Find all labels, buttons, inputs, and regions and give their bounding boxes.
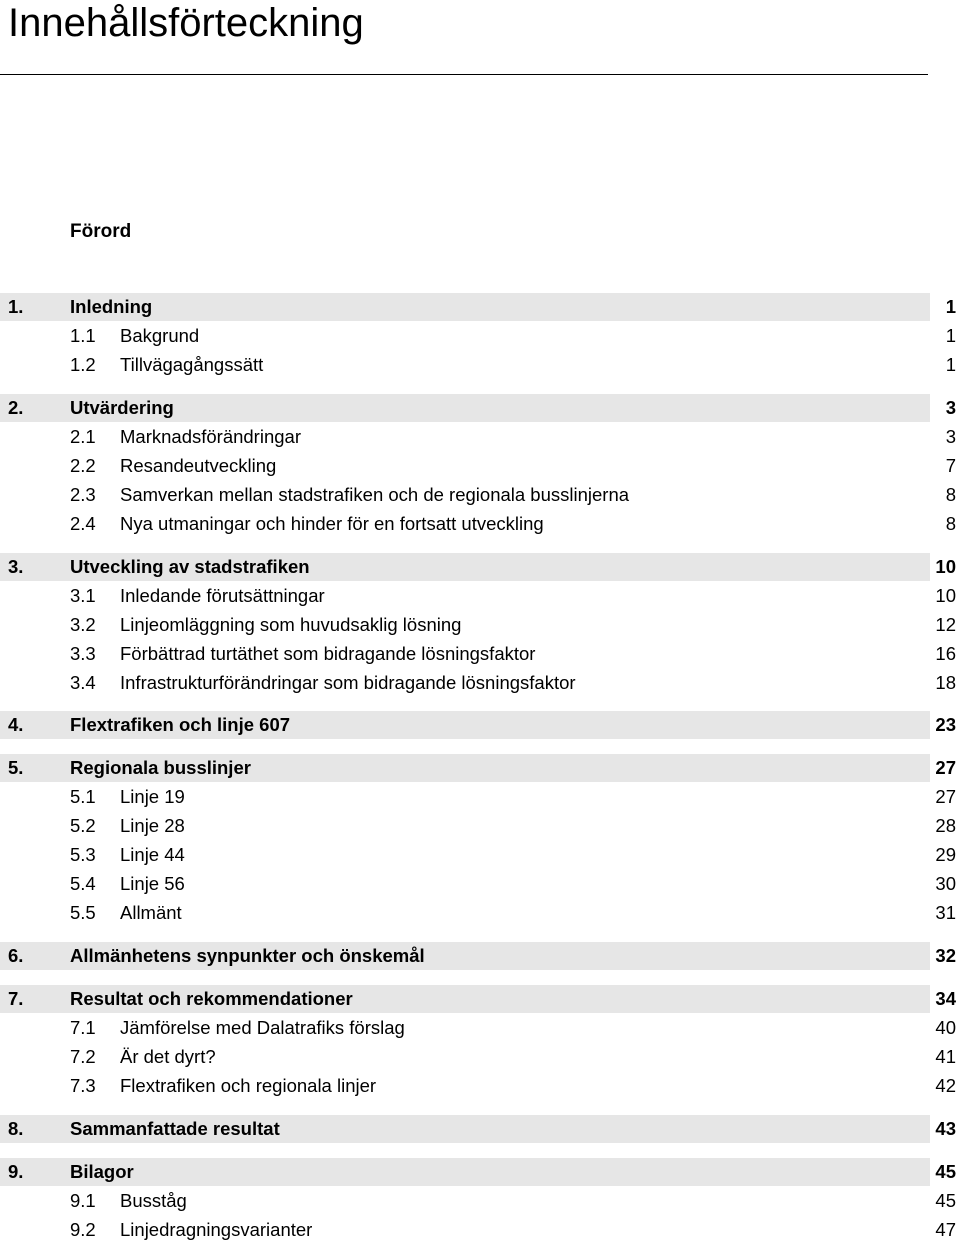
section-title: Linje 44 [120,844,185,865]
section-page-number: 8 [945,484,956,505]
section-title: Nya utmaningar och hinder för en fortsatt utveckling [120,513,544,534]
section-page-number: 3 [945,426,956,447]
section-title: Resandeutveckling [120,455,277,476]
chapter-title: Flextrafiken och linje 607 [70,714,291,735]
section-page-number: 40 [935,1017,956,1038]
chapter-title: Utveckling av stadstrafiken [70,556,310,577]
section-number: 7.1 [70,1017,96,1038]
toc-section-2-3[interactable] [0,481,960,509]
page-title: Innehållsförteckning [8,1,364,45]
section-page-number: 8 [945,513,956,534]
section-title: Är det dyrt? [120,1046,216,1067]
section-page-number: 16 [935,643,956,664]
chapter-number: 2. [8,397,24,418]
section-page-number: 41 [935,1046,956,1067]
section-number: 7.3 [70,1075,96,1096]
toc-section-5-5[interactable] [0,899,960,927]
section-number: 9.2 [70,1219,96,1240]
section-number: 5.5 [70,902,96,923]
section-number: 2.4 [70,513,96,534]
toc-section-9-2[interactable] [0,1216,960,1244]
section-title: Flextrafiken och regionala linjer [120,1075,377,1096]
section-number: 5.4 [70,873,96,894]
section-page-number: 30 [935,873,956,894]
toc-section-1-1[interactable] [0,322,960,350]
toc-section-2-2[interactable] [0,452,960,480]
section-title: Förbättrad turtäthet som bidragande lösningsfaktor [120,643,536,664]
chapter-title: Inledning [70,296,153,317]
toc-section-2-1[interactable] [0,423,960,451]
section-title: Jämförelse med Dalatrafiks förslag [120,1017,405,1038]
chapter-number: 1. [8,296,24,317]
toc-section-7-1[interactable] [0,1014,960,1042]
section-number: 3.3 [70,643,96,664]
section-title: Allmänt [120,902,182,923]
chapter-number: 6. [8,945,24,966]
section-page-number: 1 [945,325,956,346]
chapter-title: Allmänhetens synpunkter och önskemål [70,945,425,966]
toc-section-3-4[interactable] [0,669,960,697]
section-number: 5.1 [70,786,96,807]
section-page-number: 27 [935,786,956,807]
section-title: Samverkan mellan stadstrafiken och de regionala busslinjerna [120,484,630,505]
toc-section-3-3[interactable] [0,640,960,668]
toc-section-5-1[interactable] [0,783,960,811]
section-page-number: 7 [945,455,956,476]
toc-chapter-7[interactable] [0,985,960,1013]
section-number: 3.1 [70,585,96,606]
chapter-title: Utvärdering [70,397,174,418]
section-page-number: 18 [935,672,956,693]
toc-chapter-4[interactable] [0,711,960,739]
section-number: 1.2 [70,354,96,375]
section-page-number: 47 [935,1219,956,1240]
section-title: Linje 56 [120,873,185,894]
section-page-number: 31 [935,902,956,923]
foreword-entry[interactable]: Förord [70,221,132,242]
section-title: Linjeomläggning som huvudsaklig lösning [120,614,462,635]
toc-chapter-1[interactable] [0,293,960,321]
section-page-number: 42 [935,1075,956,1096]
section-title: Busståg [120,1190,187,1211]
section-page-number: 45 [935,1190,956,1211]
toc-section-9-1[interactable] [0,1187,960,1215]
chapter-page-number: 32 [935,945,956,966]
section-title: Linjedragningsvarianter [120,1219,313,1240]
toc-chapter-5[interactable] [0,754,960,782]
section-title: Tillvägagångssätt [120,354,264,375]
section-number: 1.1 [70,325,96,346]
section-number: 2.2 [70,455,96,476]
chapter-page-number: 45 [935,1161,956,1182]
chapter-title: Bilagor [70,1161,134,1182]
chapter-page-number: 34 [935,988,956,1009]
chapter-number: 8. [8,1118,24,1139]
chapter-title: Sammanfattade resultat [70,1118,280,1139]
chapter-title: Regionala busslinjer [70,757,251,778]
section-page-number: 10 [935,585,956,606]
section-page-number: 12 [935,614,956,635]
section-number: 3.4 [70,672,96,693]
chapter-page-number: 1 [945,296,956,317]
section-page-number: 28 [935,815,956,836]
section-number: 7.2 [70,1046,96,1067]
toc-section-5-3[interactable] [0,841,960,869]
toc-chapter-6[interactable] [0,942,960,970]
chapter-number: 3. [8,556,24,577]
toc-chapter-9[interactable] [0,1158,960,1186]
toc-section-7-3[interactable] [0,1072,960,1100]
section-number: 5.3 [70,844,96,865]
section-title: Inledande förutsättningar [120,585,325,606]
title-divider [0,74,928,75]
section-title: Marknadsförändringar [120,426,301,447]
toc-chapter-3[interactable] [0,553,960,581]
section-title: Linje 19 [120,786,185,807]
toc-chapter-2[interactable] [0,394,960,422]
toc-section-3-1[interactable] [0,582,960,610]
chapter-page-number: 43 [935,1118,956,1139]
section-title: Infrastrukturförändringar som bidragande lösningsfaktor [120,672,576,693]
section-page-number: 29 [935,844,956,865]
toc-chapter-8[interactable] [0,1115,960,1143]
section-page-number: 1 [945,354,956,375]
toc-section-7-2[interactable] [0,1043,960,1071]
chapter-title: Resultat och rekommendationer [70,988,353,1009]
chapter-page-number: 23 [935,714,956,735]
chapter-band [0,1158,930,1186]
toc-section-5-2[interactable] [0,812,960,840]
section-number: 9.1 [70,1190,96,1211]
section-title: Bakgrund [120,325,200,346]
chapter-page-number: 10 [935,556,956,577]
toc-section-3-2[interactable] [0,611,960,639]
toc-section-2-4[interactable] [0,510,960,538]
section-number: 2.1 [70,426,96,447]
section-title: Linje 28 [120,815,185,836]
chapter-number: 5. [8,757,24,778]
section-number: 5.2 [70,815,96,836]
toc-section-1-2[interactable] [0,351,960,379]
chapter-page-number: 27 [935,757,956,778]
chapter-number: 7. [8,988,24,1009]
section-number: 3.2 [70,614,96,635]
chapter-number: 9. [8,1161,24,1182]
toc-section-5-4[interactable] [0,870,960,898]
chapter-number: 4. [8,714,24,735]
chapter-page-number: 3 [945,397,956,418]
section-number: 2.3 [70,484,96,505]
